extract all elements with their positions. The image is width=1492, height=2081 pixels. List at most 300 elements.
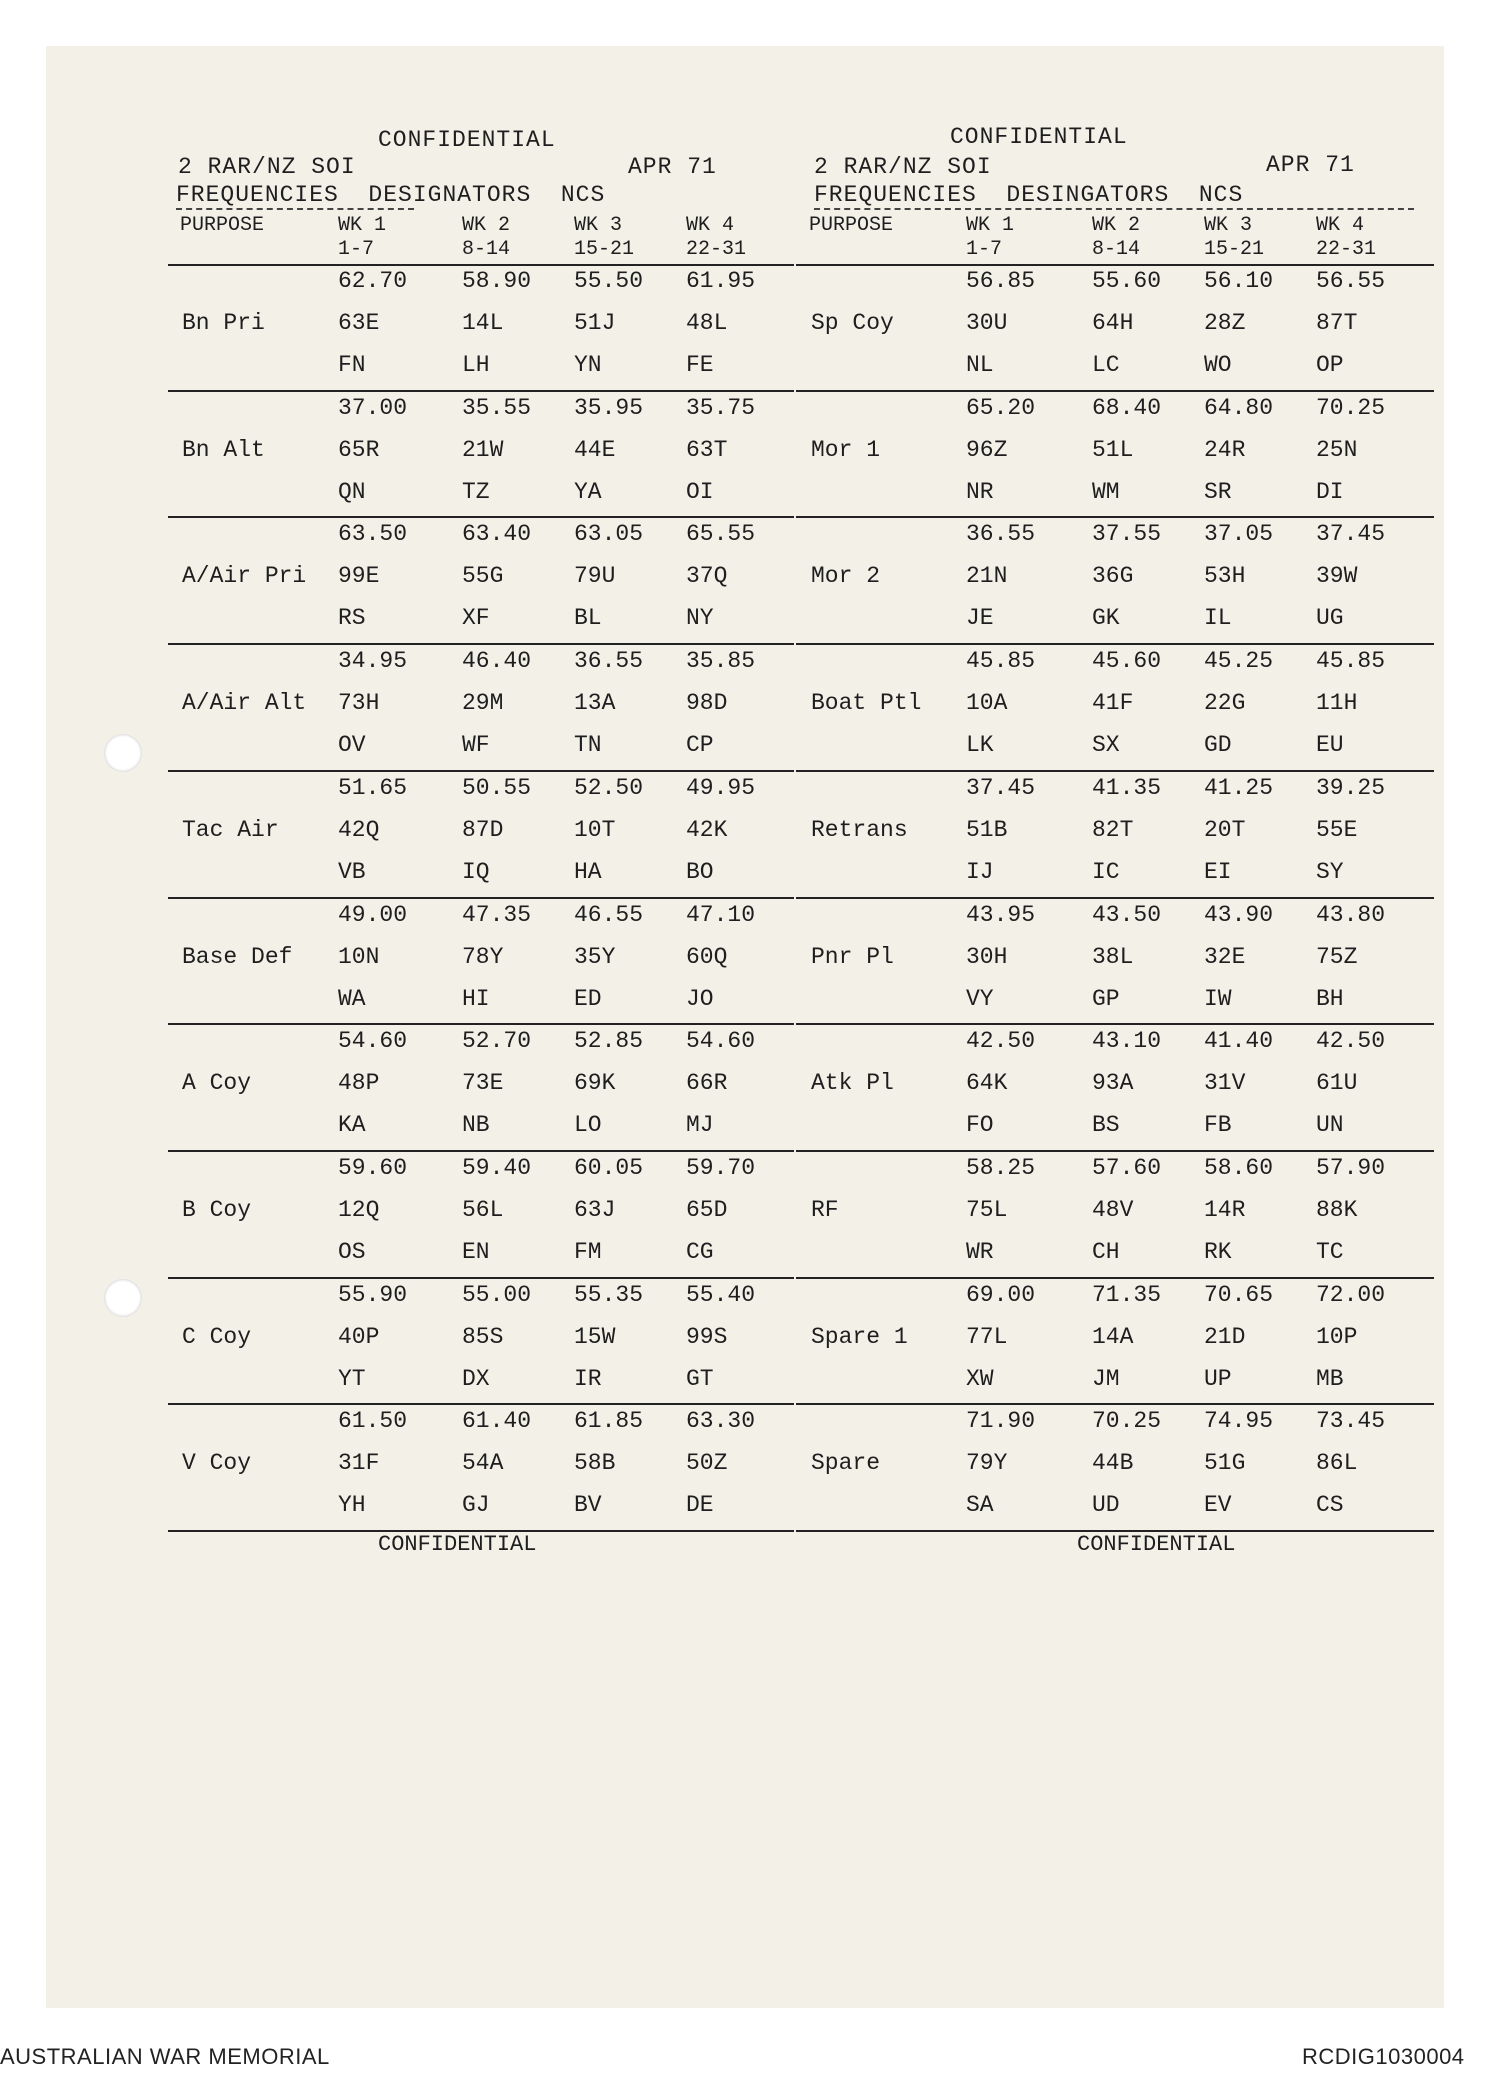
ncs-cell: NB bbox=[462, 1112, 490, 1139]
designator-cell: 51L bbox=[1092, 436, 1134, 463]
frequency-cell: 73.45 bbox=[1316, 1408, 1386, 1435]
ncs-cell: SY bbox=[1316, 858, 1344, 885]
ncs-cell: SR bbox=[1204, 478, 1232, 505]
ncs-cell: QN bbox=[338, 478, 366, 505]
designator-cell: 53H bbox=[1204, 563, 1246, 590]
frequency-cell: 37.55 bbox=[1092, 521, 1162, 548]
designator-cell: 10N bbox=[338, 943, 380, 970]
designator-cell: 65R bbox=[338, 436, 380, 463]
ncs-cell: XW bbox=[966, 1365, 994, 1392]
ncs-cell: BO bbox=[686, 858, 714, 885]
punch-hole-upper bbox=[104, 734, 142, 772]
row-divider bbox=[168, 897, 794, 899]
confidential-heading-right: CONFIDENTIAL bbox=[950, 124, 1128, 150]
designator-cell: 86L bbox=[1316, 1450, 1358, 1477]
frequency-cell: 41.35 bbox=[1092, 774, 1162, 801]
ncs-cell: LC bbox=[1092, 352, 1120, 378]
ncs-cell: WF bbox=[462, 732, 490, 759]
ncs-cell: EU bbox=[1316, 732, 1344, 759]
column-header-week-2-right: WK 2 bbox=[1092, 214, 1141, 237]
frequency-cell: 71.35 bbox=[1092, 1281, 1162, 1308]
row-purpose: Base Def bbox=[182, 943, 293, 970]
row-divider bbox=[796, 770, 1434, 772]
designator-cell: 12Q bbox=[338, 1196, 380, 1223]
ncs-cell: IC bbox=[1092, 858, 1120, 885]
header-underline-right bbox=[814, 208, 1414, 210]
row-divider bbox=[168, 770, 794, 772]
row-purpose: Bn Alt bbox=[182, 436, 265, 463]
frequency-cell: 61.40 bbox=[462, 1408, 532, 1435]
designator-cell: 99E bbox=[338, 563, 380, 590]
frequency-cell: 56.10 bbox=[1204, 268, 1274, 294]
designator-cell: 40P bbox=[338, 1323, 380, 1350]
period-label-right: APR 71 bbox=[1266, 152, 1355, 178]
designator-cell: 44B bbox=[1092, 1450, 1134, 1477]
unit-label-left: 2 RAR/NZ SOI bbox=[178, 154, 356, 180]
ncs-cell: CH bbox=[1092, 1238, 1120, 1265]
frequency-cell: 65.20 bbox=[966, 394, 1036, 421]
designator-cell: 85S bbox=[462, 1323, 504, 1350]
frequency-cell: 55.90 bbox=[338, 1281, 408, 1308]
designator-cell: 87D bbox=[462, 816, 504, 843]
ncs-cell: NL bbox=[966, 352, 994, 378]
frequency-cell: 50.55 bbox=[462, 774, 532, 801]
ncs-cell: WM bbox=[1092, 478, 1120, 505]
ncs-cell: OS bbox=[338, 1238, 366, 1265]
designator-cell: 75L bbox=[966, 1196, 1008, 1223]
ncs-cell: CG bbox=[686, 1238, 714, 1265]
table-header-left: FREQUENCIES DESIGNATORS NCS bbox=[176, 182, 606, 208]
designator-cell: 10T bbox=[574, 816, 616, 843]
designator-cell: 42K bbox=[686, 816, 728, 843]
designator-cell: 63J bbox=[574, 1196, 616, 1223]
confidential-footer-right: CONFIDENTIAL bbox=[1077, 1532, 1236, 1557]
column-header-week-1-right: WK 1 bbox=[966, 214, 1015, 237]
frequency-cell: 61.95 bbox=[686, 268, 756, 294]
designator-cell: 14A bbox=[1092, 1323, 1134, 1350]
ncs-cell: LK bbox=[966, 732, 994, 759]
designator-cell: 13A bbox=[574, 690, 616, 717]
frequency-cell: 56.85 bbox=[966, 268, 1036, 294]
designator-cell: 14L bbox=[462, 310, 504, 336]
confidential-footer-left: CONFIDENTIAL bbox=[378, 1532, 537, 1557]
frequency-cell: 60.05 bbox=[574, 1154, 644, 1181]
frequency-cell: 59.70 bbox=[686, 1154, 756, 1181]
designator-cell: 29M bbox=[462, 690, 504, 717]
designator-cell: 11H bbox=[1316, 690, 1358, 717]
ncs-cell: VB bbox=[338, 858, 366, 885]
designator-cell: 63E bbox=[338, 310, 380, 336]
row-divider bbox=[168, 1277, 794, 1279]
designator-cell: 24R bbox=[1204, 436, 1246, 463]
column-header-range-2-left: 8-14 bbox=[462, 238, 511, 261]
ncs-cell: RS bbox=[338, 605, 366, 632]
designator-cell: 82T bbox=[1092, 816, 1134, 843]
frequency-cell: 70.65 bbox=[1204, 1281, 1274, 1308]
designator-cell: 61U bbox=[1316, 1070, 1358, 1097]
ncs-cell: UD bbox=[1092, 1492, 1120, 1519]
designator-cell: 41F bbox=[1092, 690, 1134, 717]
frequency-cell: 42.50 bbox=[966, 1028, 1036, 1055]
ncs-cell: EN bbox=[462, 1238, 490, 1265]
frequency-cell: 61.85 bbox=[574, 1408, 644, 1435]
row-purpose: Mor 1 bbox=[811, 436, 881, 463]
designator-cell: 55E bbox=[1316, 816, 1358, 843]
column-header-purpose-right: PURPOSE bbox=[809, 214, 894, 237]
frequency-cell: 47.10 bbox=[686, 901, 756, 928]
frequency-cell: 55.50 bbox=[574, 268, 644, 294]
column-header-range-4-right: 22-31 bbox=[1316, 238, 1377, 261]
ncs-cell: GD bbox=[1204, 732, 1232, 759]
ncs-cell: HI bbox=[462, 985, 490, 1012]
column-header-week-4-left: WK 4 bbox=[686, 214, 735, 237]
ncs-cell: JE bbox=[966, 605, 994, 632]
confidential-heading-left: CONFIDENTIAL bbox=[378, 127, 556, 153]
designator-cell: 32E bbox=[1204, 943, 1246, 970]
frequency-cell: 45.85 bbox=[1316, 648, 1386, 675]
ncs-cell: MJ bbox=[686, 1112, 714, 1139]
designator-cell: 15W bbox=[574, 1323, 616, 1350]
ncs-cell: FM bbox=[574, 1238, 602, 1265]
ncs-cell: ED bbox=[574, 985, 602, 1012]
ncs-cell: IW bbox=[1204, 985, 1232, 1012]
frequency-cell: 43.10 bbox=[1092, 1028, 1162, 1055]
frequency-cell: 63.50 bbox=[338, 521, 408, 548]
frequency-cell: 46.40 bbox=[462, 648, 532, 675]
row-divider bbox=[168, 643, 794, 645]
designator-cell: 77L bbox=[966, 1323, 1008, 1350]
row-divider bbox=[168, 390, 794, 392]
frequency-cell: 56.55 bbox=[1316, 268, 1386, 294]
designator-cell: 79Y bbox=[966, 1450, 1008, 1477]
ncs-cell: GP bbox=[1092, 985, 1120, 1012]
ncs-cell: JM bbox=[1092, 1365, 1120, 1392]
ncs-cell: YN bbox=[574, 352, 602, 378]
frequency-cell: 54.60 bbox=[338, 1028, 408, 1055]
column-header-range-3-right: 15-21 bbox=[1204, 238, 1265, 261]
ncs-cell: GJ bbox=[462, 1492, 490, 1519]
frequency-cell: 69.00 bbox=[966, 1281, 1036, 1308]
designator-cell: 38L bbox=[1092, 943, 1134, 970]
frequency-cell: 49.00 bbox=[338, 901, 408, 928]
frequency-cell: 43.50 bbox=[1092, 901, 1162, 928]
designator-cell: 10A bbox=[966, 690, 1008, 717]
ncs-cell: FB bbox=[1204, 1112, 1232, 1139]
designator-cell: 79U bbox=[574, 563, 616, 590]
frequency-cell: 59.40 bbox=[462, 1154, 532, 1181]
ncs-cell: OV bbox=[338, 732, 366, 759]
row-purpose: Spare bbox=[811, 1450, 881, 1477]
frequency-cell: 59.60 bbox=[338, 1154, 408, 1181]
ncs-cell: IJ bbox=[966, 858, 994, 885]
frequency-cell: 45.25 bbox=[1204, 648, 1274, 675]
designator-cell: 64H bbox=[1092, 310, 1134, 336]
row-purpose: Atk Pl bbox=[811, 1070, 894, 1097]
row-divider bbox=[796, 1277, 1434, 1279]
ncs-cell: SX bbox=[1092, 732, 1120, 759]
frequency-cell: 72.00 bbox=[1316, 1281, 1386, 1308]
designator-cell: 21W bbox=[462, 436, 504, 463]
period-label-left: APR 71 bbox=[628, 154, 717, 180]
row-purpose: Sp Coy bbox=[811, 310, 894, 336]
row-purpose: Mor 2 bbox=[811, 563, 881, 590]
header-rule-right bbox=[796, 264, 1434, 266]
frequency-cell: 43.90 bbox=[1204, 901, 1274, 928]
row-divider bbox=[168, 1023, 794, 1025]
ncs-cell: GT bbox=[686, 1365, 714, 1392]
ncs-cell: XF bbox=[462, 605, 490, 632]
ncs-cell: WO bbox=[1204, 352, 1232, 378]
ncs-cell: OI bbox=[686, 478, 714, 505]
designator-cell: 21N bbox=[966, 563, 1008, 590]
column-header-range-3-left: 15-21 bbox=[574, 238, 635, 261]
frequency-cell: 55.35 bbox=[574, 1281, 644, 1308]
ncs-cell: BV bbox=[574, 1492, 602, 1519]
row-purpose: Pnr Pl bbox=[811, 943, 894, 970]
designator-cell: 21D bbox=[1204, 1323, 1246, 1350]
frequency-cell: 71.90 bbox=[966, 1408, 1036, 1435]
ncs-cell: LH bbox=[462, 352, 490, 378]
designator-cell: 10P bbox=[1316, 1323, 1358, 1350]
column-header-week-3-right: WK 3 bbox=[1204, 214, 1253, 237]
ncs-cell: YA bbox=[574, 478, 602, 505]
designator-cell: 65D bbox=[686, 1196, 728, 1223]
column-header-week-1-left: WK 1 bbox=[338, 214, 387, 237]
frequency-cell: 57.60 bbox=[1092, 1154, 1162, 1181]
designator-cell: 31V bbox=[1204, 1070, 1246, 1097]
ncs-cell: KA bbox=[338, 1112, 366, 1139]
frequency-cell: 39.25 bbox=[1316, 774, 1386, 801]
row-purpose: A/Air Alt bbox=[182, 690, 307, 717]
designator-cell: 93A bbox=[1092, 1070, 1134, 1097]
ncs-cell: CP bbox=[686, 732, 714, 759]
frequency-cell: 35.55 bbox=[462, 394, 532, 421]
document-page bbox=[46, 46, 1444, 2008]
ncs-cell: FN bbox=[338, 352, 366, 378]
frequency-cell: 41.25 bbox=[1204, 774, 1274, 801]
frequency-cell: 43.95 bbox=[966, 901, 1036, 928]
designator-cell: 51J bbox=[574, 310, 616, 336]
ncs-cell: IL bbox=[1204, 605, 1232, 632]
designator-cell: 64K bbox=[966, 1070, 1008, 1097]
frequency-cell: 54.60 bbox=[686, 1028, 756, 1055]
frequency-cell: 58.25 bbox=[966, 1154, 1036, 1181]
frequency-cell: 43.80 bbox=[1316, 901, 1386, 928]
ncs-cell: EI bbox=[1204, 858, 1232, 885]
designator-cell: 75Z bbox=[1316, 943, 1358, 970]
ncs-cell: TC bbox=[1316, 1238, 1344, 1265]
designator-cell: 37Q bbox=[686, 563, 728, 590]
designator-cell: 56L bbox=[462, 1196, 504, 1223]
designator-cell: 87T bbox=[1316, 310, 1358, 336]
designator-cell: 73E bbox=[462, 1070, 504, 1097]
column-header-range-2-right: 8-14 bbox=[1092, 238, 1141, 261]
row-divider bbox=[796, 643, 1434, 645]
frequency-cell: 46.55 bbox=[574, 901, 644, 928]
frequency-cell: 42.50 bbox=[1316, 1028, 1386, 1055]
ncs-cell: OP bbox=[1316, 352, 1344, 378]
designator-cell: 69K bbox=[574, 1070, 616, 1097]
frequency-cell: 35.75 bbox=[686, 394, 756, 421]
frequency-cell: 47.35 bbox=[462, 901, 532, 928]
designator-cell: 44E bbox=[574, 436, 616, 463]
designator-cell: 60Q bbox=[686, 943, 728, 970]
frequency-cell: 65.55 bbox=[686, 521, 756, 548]
archive-credit: AUSTRALIAN WAR MEMORIAL bbox=[0, 2044, 330, 2069]
frequency-cell: 74.95 bbox=[1204, 1408, 1274, 1435]
designator-cell: 55G bbox=[462, 563, 504, 590]
ncs-cell: MB bbox=[1316, 1365, 1344, 1392]
frequency-cell: 55.60 bbox=[1092, 268, 1162, 294]
frequency-cell: 70.25 bbox=[1092, 1408, 1162, 1435]
row-divider bbox=[796, 1150, 1434, 1152]
frequency-cell: 68.40 bbox=[1092, 394, 1162, 421]
ncs-cell: SA bbox=[966, 1492, 994, 1519]
ncs-cell: DE bbox=[686, 1492, 714, 1519]
designator-cell: 50Z bbox=[686, 1450, 728, 1477]
ncs-cell: TN bbox=[574, 732, 602, 759]
designator-cell: 96Z bbox=[966, 436, 1008, 463]
designator-cell: 35Y bbox=[574, 943, 616, 970]
frequency-cell: 52.70 bbox=[462, 1028, 532, 1055]
frequency-cell: 52.50 bbox=[574, 774, 644, 801]
frequency-cell: 62.70 bbox=[338, 268, 408, 294]
designator-cell: 22G bbox=[1204, 690, 1246, 717]
ncs-cell: TZ bbox=[462, 478, 490, 505]
ncs-cell: NR bbox=[966, 478, 994, 505]
designator-cell: 88K bbox=[1316, 1196, 1358, 1223]
frequency-cell: 64.80 bbox=[1204, 394, 1274, 421]
designator-cell: 28Z bbox=[1204, 310, 1246, 336]
row-purpose: A/Air Pri bbox=[182, 563, 307, 590]
frequency-cell: 36.55 bbox=[966, 521, 1036, 548]
designator-cell: 98D bbox=[686, 690, 728, 717]
row-divider bbox=[168, 1403, 794, 1405]
ncs-cell: BH bbox=[1316, 985, 1344, 1012]
ncs-cell: NY bbox=[686, 605, 714, 632]
row-divider bbox=[796, 516, 1434, 518]
row-purpose: Bn Pri bbox=[182, 310, 265, 336]
designator-cell: 63T bbox=[686, 436, 728, 463]
column-header-range-1-right: 1-7 bbox=[966, 238, 1003, 261]
row-divider bbox=[796, 1403, 1434, 1405]
frequency-cell: 37.45 bbox=[966, 774, 1036, 801]
designator-cell: 14R bbox=[1204, 1196, 1246, 1223]
designator-cell: 36G bbox=[1092, 563, 1134, 590]
ncs-cell: IQ bbox=[462, 858, 490, 885]
row-divider bbox=[168, 516, 794, 518]
column-header-range-1-left: 1-7 bbox=[338, 238, 375, 261]
frequency-cell: 35.95 bbox=[574, 394, 644, 421]
frequency-cell: 55.00 bbox=[462, 1281, 532, 1308]
archive-reference: RCDIG1030004 bbox=[1302, 2044, 1465, 2069]
ncs-cell: LO bbox=[574, 1112, 602, 1139]
frequency-cell: 34.95 bbox=[338, 648, 408, 675]
ncs-cell: YH bbox=[338, 1492, 366, 1519]
frequency-cell: 61.50 bbox=[338, 1408, 408, 1435]
row-purpose: Boat Ptl bbox=[811, 690, 922, 717]
frequency-cell: 37.05 bbox=[1204, 521, 1274, 548]
ncs-cell: CS bbox=[1316, 1492, 1344, 1519]
ncs-cell: RK bbox=[1204, 1238, 1232, 1265]
designator-cell: 30H bbox=[966, 943, 1008, 970]
header-rule-left bbox=[168, 264, 794, 266]
column-header-week-2-left: WK 2 bbox=[462, 214, 511, 237]
frequency-cell: 51.65 bbox=[338, 774, 408, 801]
frequency-cell: 36.55 bbox=[574, 648, 644, 675]
designator-cell: 54A bbox=[462, 1450, 504, 1477]
row-purpose: RF bbox=[811, 1196, 839, 1223]
frequency-cell: 58.60 bbox=[1204, 1154, 1274, 1181]
designator-cell: 99S bbox=[686, 1323, 728, 1350]
column-header-week-3-left: WK 3 bbox=[574, 214, 623, 237]
frequency-cell: 57.90 bbox=[1316, 1154, 1386, 1181]
frequency-cell: 35.85 bbox=[686, 648, 756, 675]
unit-label-right: 2 RAR/NZ SOI bbox=[814, 154, 992, 180]
row-purpose: Retrans bbox=[811, 816, 908, 843]
ncs-cell: HA bbox=[574, 858, 602, 885]
row-divider bbox=[168, 1150, 794, 1152]
frequency-cell: 45.85 bbox=[966, 648, 1036, 675]
ncs-cell: UG bbox=[1316, 605, 1344, 632]
designator-cell: 42Q bbox=[338, 816, 380, 843]
table-header-right: FREQUENCIES DESINGATORS NCS bbox=[814, 182, 1244, 208]
designator-cell: 51G bbox=[1204, 1450, 1246, 1477]
ncs-cell: EV bbox=[1204, 1492, 1232, 1519]
ncs-cell: BS bbox=[1092, 1112, 1120, 1139]
designator-cell: 48V bbox=[1092, 1196, 1134, 1223]
column-header-week-4-right: WK 4 bbox=[1316, 214, 1365, 237]
designator-cell: 66R bbox=[686, 1070, 728, 1097]
designator-cell: 73H bbox=[338, 690, 380, 717]
frequency-cell: 63.30 bbox=[686, 1408, 756, 1435]
designator-cell: 31F bbox=[338, 1450, 380, 1477]
designator-cell: 25N bbox=[1316, 436, 1358, 463]
row-divider bbox=[796, 390, 1434, 392]
designator-cell: 78Y bbox=[462, 943, 504, 970]
frequency-cell: 58.90 bbox=[462, 268, 532, 294]
designator-cell: 48L bbox=[686, 310, 728, 336]
ncs-cell: BL bbox=[574, 605, 602, 632]
designator-cell: 58B bbox=[574, 1450, 616, 1477]
row-divider bbox=[796, 897, 1434, 899]
ncs-cell: YT bbox=[338, 1365, 366, 1392]
frequency-cell: 63.05 bbox=[574, 521, 644, 548]
row-purpose: A Coy bbox=[182, 1070, 252, 1097]
row-purpose: Tac Air bbox=[182, 816, 279, 843]
row-divider bbox=[796, 1023, 1434, 1025]
column-header-range-4-left: 22-31 bbox=[686, 238, 747, 261]
column-header-purpose-left: PURPOSE bbox=[180, 214, 265, 237]
designator-cell: 51B bbox=[966, 816, 1008, 843]
ncs-cell: GK bbox=[1092, 605, 1120, 632]
frequency-cell: 45.60 bbox=[1092, 648, 1162, 675]
row-purpose: V Coy bbox=[182, 1450, 252, 1477]
ncs-cell: UN bbox=[1316, 1112, 1344, 1139]
designator-cell: 30U bbox=[966, 310, 1008, 336]
frequency-cell: 37.45 bbox=[1316, 521, 1386, 548]
frequency-cell: 49.95 bbox=[686, 774, 756, 801]
row-purpose: Spare 1 bbox=[811, 1323, 908, 1350]
frequency-cell: 55.40 bbox=[686, 1281, 756, 1308]
frequency-cell: 41.40 bbox=[1204, 1028, 1274, 1055]
ncs-cell: WA bbox=[338, 985, 366, 1012]
designator-cell: 39W bbox=[1316, 563, 1358, 590]
ncs-cell: FE bbox=[686, 352, 714, 378]
ncs-cell: VY bbox=[966, 985, 994, 1012]
ncs-cell: DI bbox=[1316, 478, 1344, 505]
punch-hole-lower bbox=[104, 1279, 142, 1317]
